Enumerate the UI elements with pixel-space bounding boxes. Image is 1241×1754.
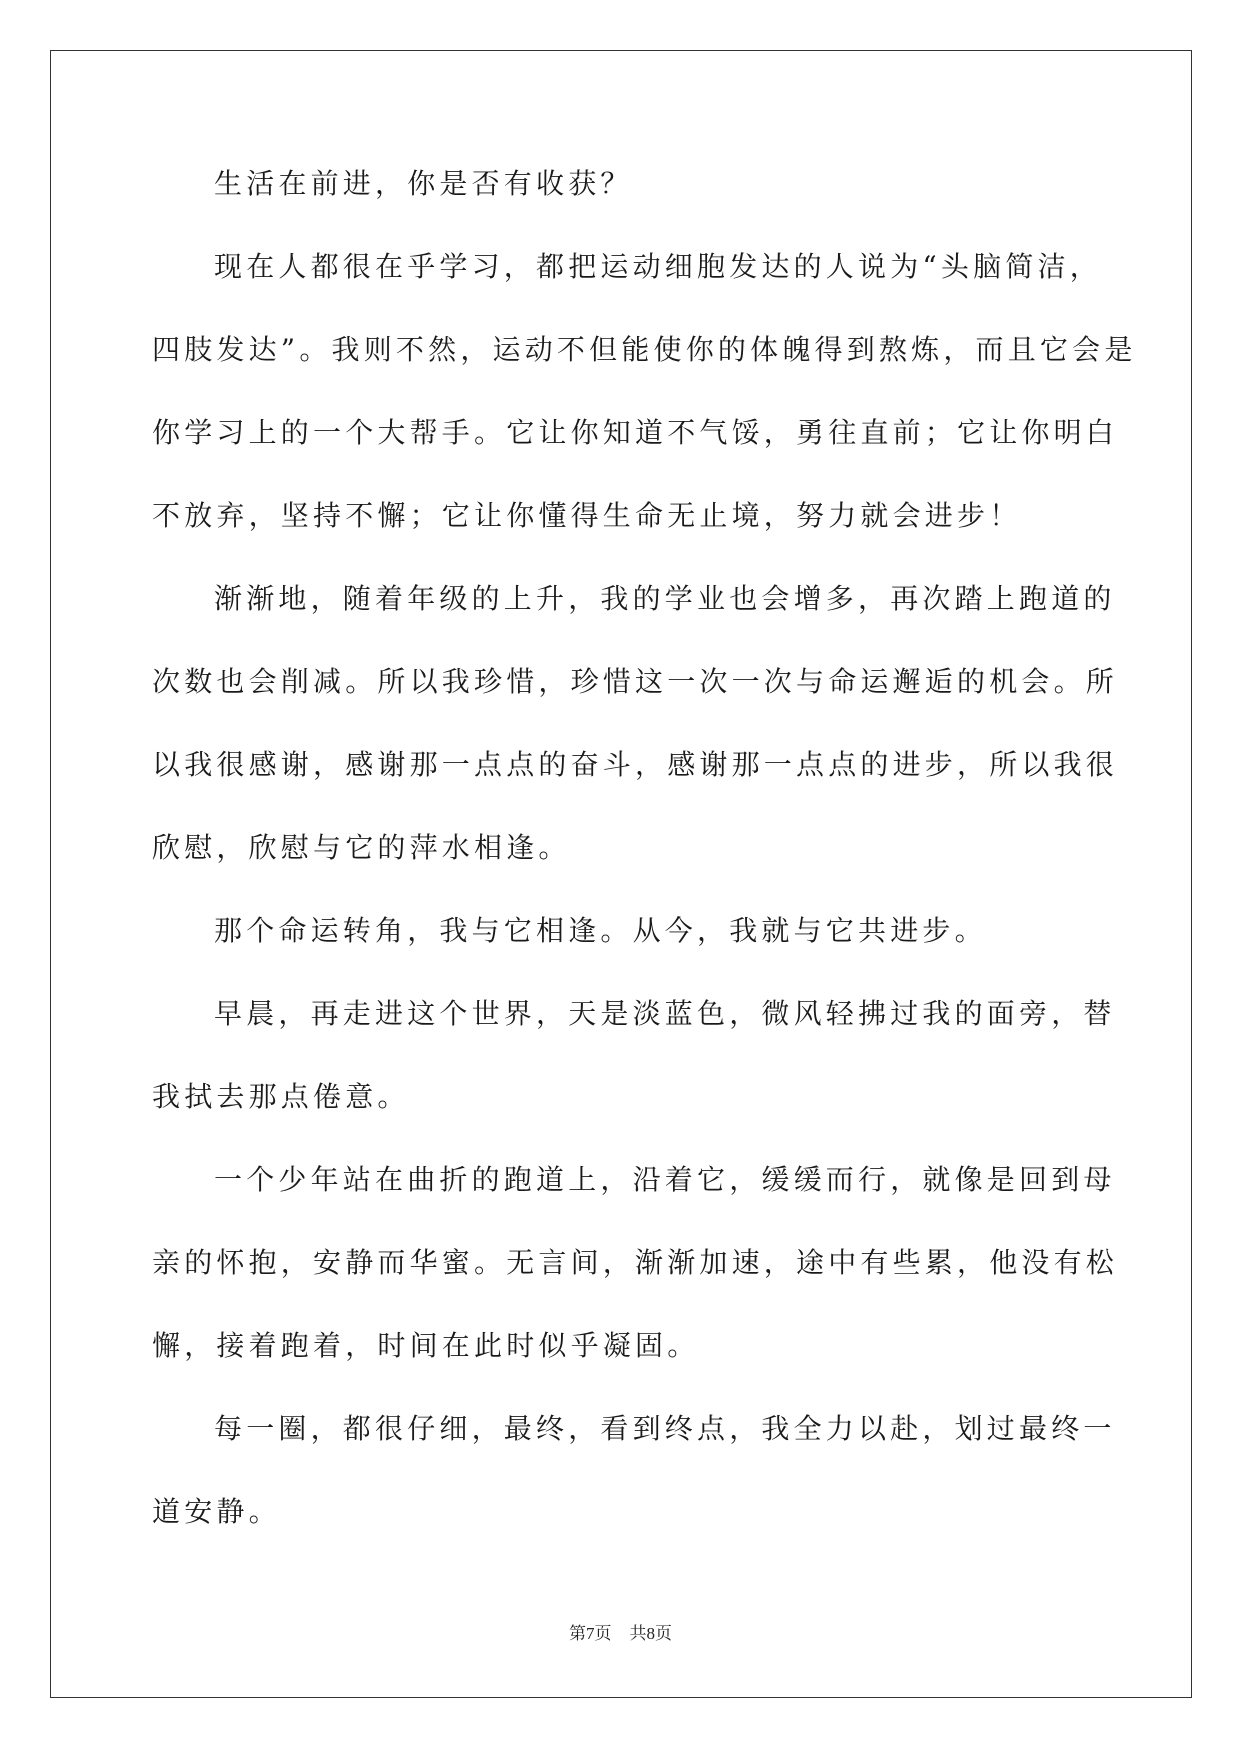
text-line: 一个少年站在曲折的跑道上，沿着它，缓缓而行，就像是回到母 — [214, 1163, 1116, 1196]
text-line: 欣慰，欣慰与它的萍水相逢。 — [152, 831, 571, 864]
page-footer — [0, 1622, 1241, 1646]
text-line: 不放弃，坚持不懈；它让你懂得生命无止境，努力就会进步！ — [152, 499, 1022, 532]
text-line: 现在人都很在乎学习，都把运动细胞发达的人说为“头脑简洁， — [214, 250, 1102, 283]
text-line: 渐渐地，随着年级的上升，我的学业也会增多，再次踏上跑道的 — [214, 582, 1116, 615]
page-number-total: 共8页 — [629, 1624, 672, 1643]
text-line: 道安静。 — [152, 1495, 281, 1528]
text-line: 懈，接着跑着，时间在此时似乎凝固。 — [152, 1329, 700, 1362]
text-line: 我拭去那点倦意。 — [152, 1080, 410, 1113]
text-line: 那个命运转角，我与它相逢。从今，我就与它共进步。 — [214, 914, 987, 947]
text-line: 你学习上的一个大帮手。它让你知道不气馁，勇往直前；它让你明白 — [152, 416, 1119, 449]
text-line: 四肢发达”。我则不然，运动不但能使你的体魄得到熬炼，而且它会是 — [152, 333, 1137, 366]
text-line: 亲的怀抱，安静而华蜜。无言间，渐渐加速，途中有些累，他没有松 — [152, 1246, 1119, 1279]
text-line: 以我很感谢，感谢那一点点的奋斗，感谢那一点点的进步，所以我很 — [152, 748, 1119, 781]
text-line: 早晨，再走进这个世界，天是淡蓝色，微风轻拂过我的面旁，替 — [214, 997, 1116, 1030]
text-line: 次数也会削减。所以我珍惜，珍惜这一次一次与命运邂逅的机会。所 — [152, 665, 1119, 698]
page-number-current: 第7页 — [569, 1624, 612, 1643]
text-line: 每一圈，都很仔细，最终，看到终点，我全力以赴，划过最终一 — [214, 1412, 1116, 1445]
text-line: 生活在前进，你是否有收获？ — [214, 167, 633, 200]
